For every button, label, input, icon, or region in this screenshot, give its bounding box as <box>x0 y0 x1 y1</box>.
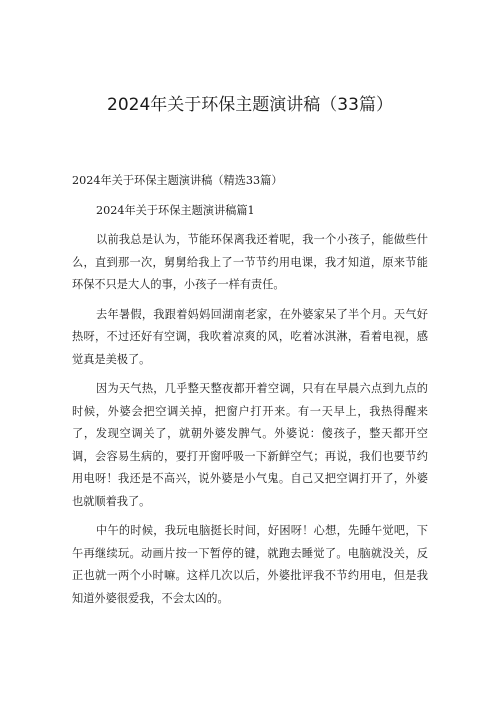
section-heading: 2024年关于环保主题演讲稿篇1 <box>96 203 255 217</box>
paragraph-1: 以前我总是认为，节能环保离我还着呢，我一个小孩子，能做些什么，直到那一次，舅舅给我上了一节节约用电课，我才知道，原来节能环保不只是大人的事，小孩子一样有责任。 <box>72 233 428 291</box>
paragraph-4: 中午的时候，我玩电脑挺长时间，好困呀！心想，先睡午觉吧，下午再继续玩。动画片按一下暂停的键，就跑去睡觉了。电脑就没关，反正也就一两个小时嘛。这样几次以后，外婆批评我不节约用电，但是我知道外婆很爱我，不会太凶的。 <box>72 524 428 605</box>
document-subtitle: 2024年关于环保主题演讲稿（精选33篇） <box>72 174 283 187</box>
document-body <box>72 170 428 617</box>
paragraph-3: 因为天气热，几乎整天整夜都开着空调，只有在早晨六点到九点的时候，外婆会把空调关掉，把窗户打开来。有一天早上，我热得醒来了，发现空调关了，就朝外婆发脾气。外婆说：傻孩子，整天都开空调，会容易生病的，要打开窗呼吸一下新鲜空气；再说，我们也要节约用电呀！我还是不高兴，说外婆是小气鬼。自己又把空调打开了，外婆也就顺着我了。 <box>72 382 428 508</box>
document-title: 2024年关于环保主题演讲稿（33篇） <box>107 95 393 115</box>
paragraph-2: 去年暑假，我跟着妈妈回湖南老家，在外婆家呆了半个月。天气好热呀，不过还好有空调，我吹着凉爽的风，吃着冰淇淋，看着电视，感觉真是美极了。 <box>72 307 428 366</box>
